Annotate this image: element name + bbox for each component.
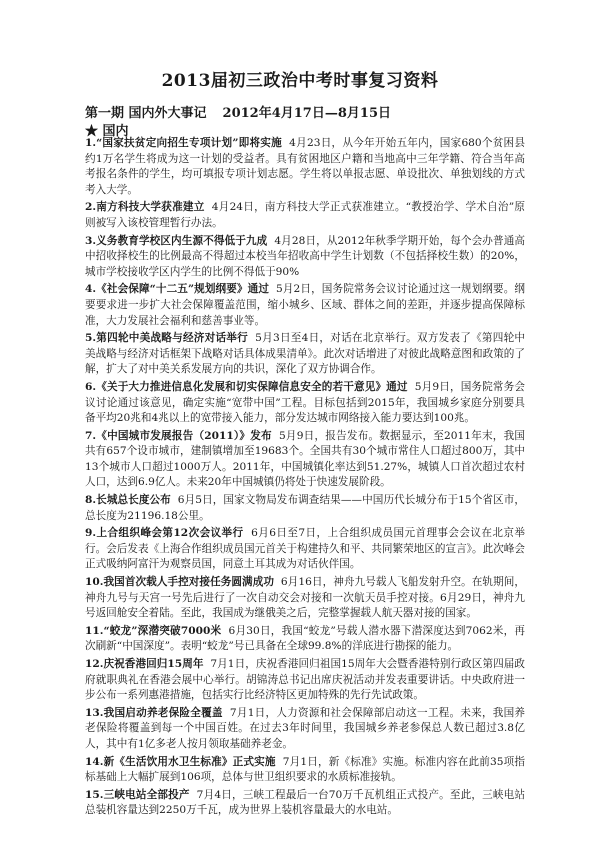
list-item: 4.《社会保障“十二五”规划纲要》通过 5月2日，国务院常务会议讨论通过这一规划纲要。纲要要求进一步扩大社会保障覆盖范围，缩小城乡、区域、群体之间的差距，并逐步提高保障标准，大力发展社会福利和慈善事业等。 xyxy=(85,283,525,327)
list-item: 7.《中国城市发展报告（2011）》发布 5月9日，报告发布。数据显示，至2011年末，我国共有657个设市城市，建制镇增加至19683个。全国共有30个城市常住人口超过800万，其中13个城市人口超过1000万人。2011年，中国城镇化率达到51.27%，城镇人口首次超过农村人口，达到6.9亿人。未来20年中国城镇仍将处于快速发展阶段。 xyxy=(85,429,525,489)
list-item: 1.“国家扶贫定向招生专项计划”即将实施 4月23日，从今年开始五年内，国家680个贫困县约1万名学生将成为这一计划的受益者。具有贫困地区户籍和当地高中三年学籍、符合当年高考报名条件的学生，均可填报专项计划志愿。学生将以单报志愿、单设批次、单独划线的方式考入大学。 xyxy=(85,137,525,196)
list-item: 15.三峡电站全部投产 7月4日，三峡工程最后一台70万千瓦机组正式投产。至此，三峡电站总装机容量达到2250万千瓦，成为世界上装机容量最大的水电站。 xyxy=(85,788,525,817)
section-label: 国内 xyxy=(102,124,129,139)
document-title: 2013届初三政治中考时事复习资料 xyxy=(161,71,439,91)
list-item: 11.“蛟龙”深潜突破7000米 6月30日，我国“蛟龙”号载人潜水器下潜深度达到7062米，再次刷新“中国深度”。表明“蛟龙”号已具备在全球99.8%的洋底进行勘探的能力。 xyxy=(85,624,525,653)
list-item: 8.长城总长度公布 6月5日，国家文物局发布调查结果——中国历代长城分布于15个省区市，总长度为21196.18公里。 xyxy=(85,494,525,522)
list-item: 9.上合组织峰会第12次会议举行 6月6日至7日，上合组织成员国元首理事会会议在北京举行。会后发表《上海合作组织成员国元首关于构建持久和平、共同繁荣地区的宣言》。此次峰会正式吸纳阿富汗为观察员国，同意土耳其成为对话伙伴国。 xyxy=(85,527,525,571)
period-range: 2012年4月17日—8月15日 xyxy=(222,106,391,121)
star-icon: ★ xyxy=(85,124,99,139)
list-item: 6.《关于大力推进信息化发展和切实保障信息安全的若干意见》通过 5月9日，国务院常务会议讨论通过该意见，确定实施“宽带中国”工程。目标包括到2015年，我国城乡家庭分别要具备平均20兆和4兆以上的宽带接入能力，部分发达城市网络接入能力要达到100兆。 xyxy=(85,380,525,425)
list-item: 5.第四轮中美战略与经济对话举行 5月3日至4日，对话在北京举行。双方发表了《第四轮中美战略与经济对话框架下战略对话具体成果清单》。此次对话增进了对彼此战略意图和政策的了解，扩大了对中美关系发展方向的共识，深化了双方协调合作。 xyxy=(85,332,525,376)
list-item: 3.义务教育学校区内生源不得低于九成 4月28日，从2012年秋季学期开始，每个会办普通高中招收择校生的比例最高不得超过本校当年招收高中学生计划数（不包括择校生数）的20%，城市学校接收学区内学生的比例不得低于90% xyxy=(85,234,525,278)
list-item: 14.新《生活饮用水卫生标准》正式实施 7月1日，新《标准》实施。标准内容在此前35项指标基础上大幅扩展到106项，总体与世卫组织要求的水质标准接轨。 xyxy=(85,755,525,784)
list-item: 13.我国启动养老保险全覆盖 7月1日，人力资源和社会保障部启动这一工程。未来，我国养老保险将覆盖到每一个中国百姓。在过去3年时间里，我国城乡养老参保总人数已超过3.8亿人，其中有1亿多老人按月领取基础养老金。 xyxy=(85,706,526,750)
period-label: 第一期 国内外大事记 xyxy=(85,106,207,121)
list-item: 2.南方科技大学获准建立 4月24日，南方科技大学正式获准建立。“教授治学、学术自治”原则被写入该校管理暂行办法。 xyxy=(85,201,525,229)
list-item: 12.庆祝香港回归15周年 7月1日，庆祝香港回归祖国15周年大会暨香港特别行政区第四届政府就职典礼在香港会展中心举行。胡锦涛总书记出席庆祝活动并发表重要讲话。中央政府进一步公布一系列惠港措施，包括实行比经济特区更加特殊的先行先试政策。 xyxy=(85,658,525,702)
period-heading xyxy=(85,102,391,121)
event-list xyxy=(85,136,525,821)
list-item: 10.我国首次载人手控对接任务圆满成功 6月16日，神舟九号载人飞船发射升空。在轨期间，神舟九号与天宫一号先后进行了一次自动交会对接和一次航天员手控对接。6月29日，神舟九号返回舱安全着陆。至此，我国成为继俄美之后，完整掌握载人航天器对接的国家。 xyxy=(85,576,526,620)
